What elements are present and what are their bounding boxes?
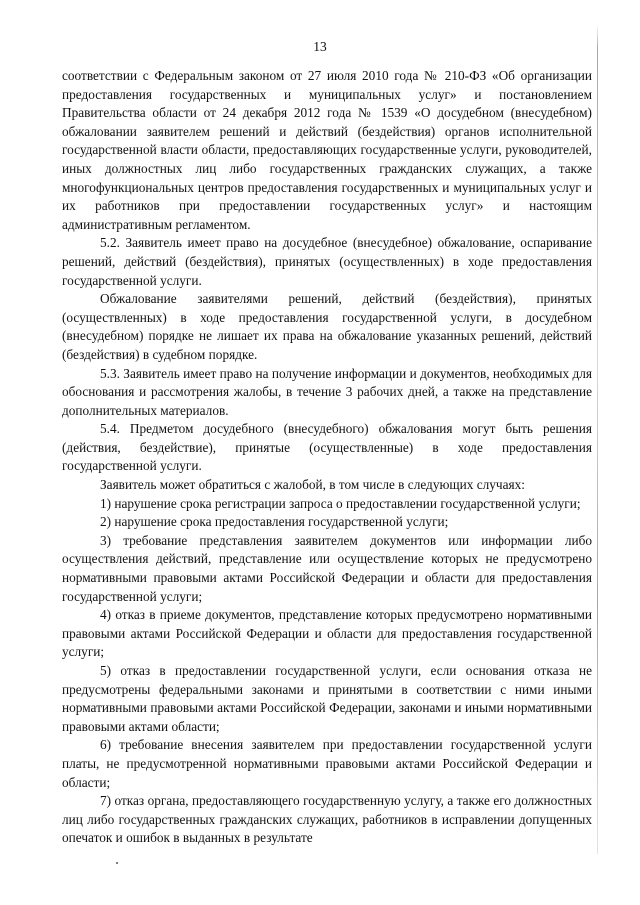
paragraph-5-3: 5.3. Заявитель имеет право на получение информации и документов, необходимых для обоснования и рассмотрения жалобы, в течение 3 рабочих дней, а также на представление дополнительных материалов.	[62, 365, 592, 418]
list-item-6: 6) требование внесения заявителем при предоставлении государственной услуги платы, не предусмотренной нормативными правовыми актами Российской Федерации и области;	[62, 737, 592, 790]
document-body	[62, 67, 592, 848]
list-item-1: 1) нарушение срока регистрации запроса о предоставлении государственной услуги;	[100, 495, 581, 511]
list-item-5: 5) отказ в предоставлении государственной услуги, если основания отказа не предусмотрены федеральными законами и принятыми в соответствии с ними иными нормативными правовыми актами Российской Федерации, законами и иными нормативными правовыми актами области;	[62, 663, 592, 734]
paragraph-5-4: 5.4. Предметом досудебного (внесудебного) обжалования могут быть решения (действия, бездействие), принятые (осуществленные) в ходе предоставления государственной услуги.	[62, 421, 592, 474]
list-item-3: 3) требование представления заявителем документов или информации либо осуществления действий, представление или осуществление которых не предусмотрено нормативными правовыми актами Российской Федерации и области для предоставления государственной услуги;	[62, 532, 592, 604]
paragraph-5-2: 5.2. Заявитель имеет право на досудебное (внесудебное) обжалование, оспаривание решений, действий (бездействия), принятых (осуществленных) в ходе предоставления государственной услуги.	[62, 235, 592, 288]
list-item-4: 4) отказ в приеме документов, представление которых предусмотрено нормативными правовыми актами Российской Федерации и области для предоставления государственной услуги;	[62, 607, 592, 660]
list-item-7: 7) отказ органа, предоставляющего государственную услугу, а также его должностных лиц либо государственных гражданских служащих, работников в исправлении допущенных опечаток и ошибок в выданных в результате	[62, 793, 592, 846]
paragraph-intro-continuation: соответствии с Федеральным законом от 27 июля 2010 года № 210-ФЗ «Об организации предоставления государственных и муниципальных услуг» и постановлением Правительства области от 24 декабря 2012 года № 1539 «О досудебном (внесудебном) обжаловании заявителем решений и действий (бездействия) органов исполнительной государственной власти области, предоставляющих государственные услуги, руководителей, иных должностных лиц либо государственных гражданских служащих, а также многофункциональных центров предоставления государственных и муниципальных услуг и их работников при предоставлении государственных услуг» и настоящим административным регламентом.	[62, 68, 592, 232]
scan-artifact-dot	[116, 862, 118, 864]
scan-artifact-line	[597, 24, 598, 854]
paragraph-appeal-not-deprive: Обжалование заявителями решений, действий (бездействия), принятых (осуществленных) в ходе предоставления государственной услуги, в досудебном (внесудебном) порядке не лишает их права на обжалование указанных решений, действий (бездействия) в судебном порядке.	[62, 291, 592, 362]
page-number: 13	[313, 39, 327, 54]
list-item-2: 2) нарушение срока предоставления государственной услуги;	[100, 514, 449, 530]
paragraph-cases-intro: Заявитель может обратиться с жалобой, в том числе в следующих случаях:	[100, 477, 525, 493]
